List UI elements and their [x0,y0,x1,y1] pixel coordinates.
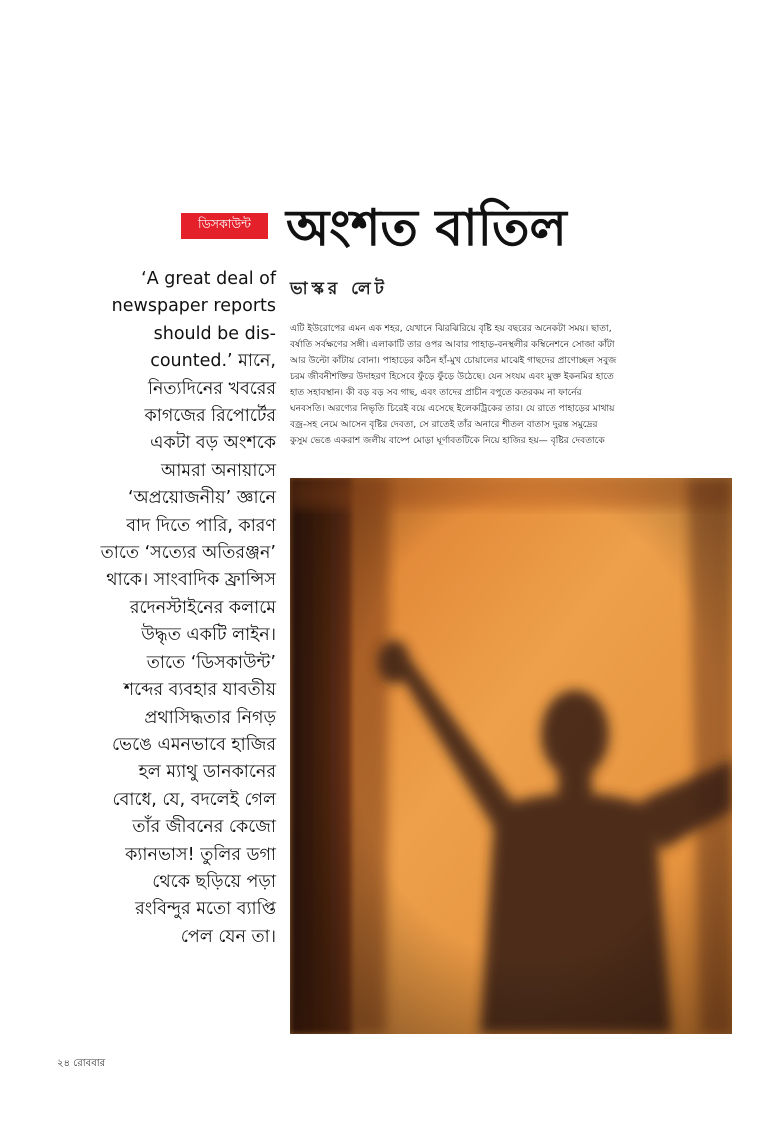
pull-quote-line: নিত্যদিনের খবরের [147,378,276,399]
pull-quote-line: counted.’ মানে, [150,351,276,372]
body-line: বজ্র-সহ নেমে আসেন বৃষ্টির দেবতা, সে রাতেই তাঁর অনারে শীতল বাতাস দুরন্ত সমুদ্রের [290,420,598,430]
shadow-photo-image [290,478,732,1034]
pull-quote-line: শব্দের ব্যবহার যাবতীয় [123,680,276,701]
pull-quote [100,266,276,951]
pull-quote-line: ভেঙে এমনভাবে হাজির [111,734,276,755]
pull-quote-line: থেকে ছড়িয়ে পড়া [152,871,276,892]
pull-quote-line: newspaper reports [111,296,276,317]
pull-quote-line: রদেনস্টাইনের কলামে [129,597,276,618]
body-line: ঘনবসতি। অরণ্যের নিভৃতি চিরেই বয়ে এসেছে ইলেকট্রিকের তার। যে রাতে পাহাড়ের মাথায় [290,404,615,414]
page-footer-folio: ২৪ রোববার [57,1058,106,1069]
pull-quote-line: পেল যেন তা। [180,926,276,947]
pull-quote-line: আমরা অনায়াসে [160,460,276,481]
pull-quote-line: ক্যানভাস! তুলির ডগা [125,844,276,865]
section-tag: ডিসকাউন্ট [181,213,268,239]
pull-quote-line: ‘অপ্রয়োজনীয়’ জ্ঞানে [127,488,276,509]
body-line: চরম জীবনীশক্তির উদাহরণ হিসেবে ফুঁড়ে ফুঁড়ে উঠেছে। যেন সংযম এবং মুক্ত ইকনমির হাতে [290,372,614,382]
pull-quote-line: তাতে ‘ডিসকাউন্ট’ [146,652,276,673]
pull-quote-line: একটা বড় অংশকে [150,433,276,454]
pull-quote-line: তাতে ‘সত্যের অতিরঞ্জন’ [100,543,276,564]
pull-quote-line: বাদ দিতে পারি, কারণ [126,515,276,536]
pull-quote-line: হল ম্যাথু ডানকানের [138,762,276,783]
pull-quote-line: থাকে। সাংবাদিক ফ্রান্সিস [106,570,276,591]
article-title: অংশত বাতিল [286,198,567,257]
pull-quote-line: ‘A great deal of [141,269,276,289]
pull-quote-line: উদ্ধৃত একটি লাইন। [141,625,276,646]
pull-quote-line: কাগজের রিপোর্টের [144,406,276,427]
pull-quote-line: রংবিন্দুর মতো ব্যাপ্তি [135,899,276,920]
article-body [290,321,732,449]
body-line: এটি ইউরোপের এমন এক শহর, যেখানে ঝিরঝিরিয়ে বৃষ্টি হয় বছরের অনেকটা সময়। ছাতা, [290,324,612,334]
pull-quote-line: should be dis- [153,323,276,344]
body-line: হাত সহাবস্থান। কী বড় বড় সব গাছ, এবং তাদের প্রাচীন বপুতে কতরকম না ফার্নের [290,388,582,398]
body-line: আর উল্টো কাঁটায় বোনা। পাহাড়ের কঠিন হাঁ-মুখ চোয়ালের মাঝেই গাছদের প্রাণোচ্ছল সবুজ [290,356,617,366]
pull-quote-line: বোধে, যে, বদলেই গেল [112,789,276,810]
author-byline: ভাস্কর লেট [290,279,388,299]
body-line: কুসুম ভেঙে একরাশ জলীয় বাষ্পে মোড়া ঘূর্ণাবতটিকে নিয়ে হাজির হয়— বৃষ্টির দেবতাকে [290,436,605,446]
pull-quote-line: প্রথাসিদ্ধতার নিগড় [144,707,276,728]
article-photo [290,478,732,1034]
pull-quote-line: তাঁর জীবনের কেজো [132,817,276,838]
body-line: বর্ষাতি সর্বক্ষণের সঙ্গী। এলাকাটি তার ওপর আবার পাহাড়-বনস্থলীর কম্বিনেশনে সোজা কাঁটা [290,340,615,350]
